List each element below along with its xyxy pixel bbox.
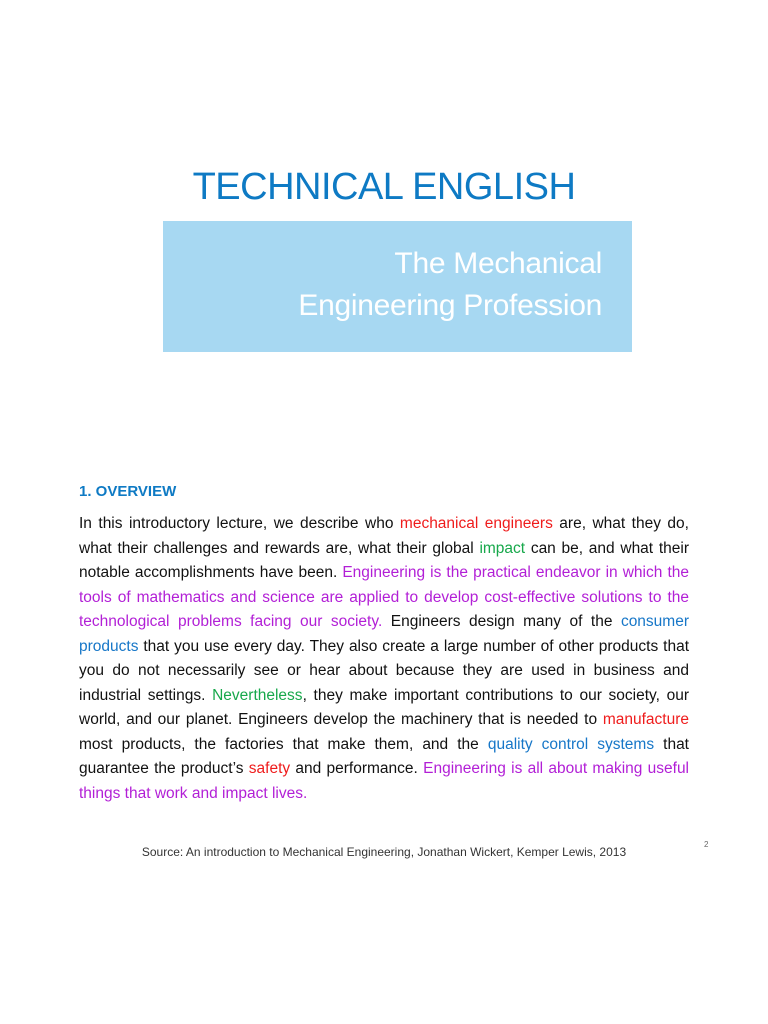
- page-number: 2: [704, 840, 709, 849]
- page-title: TECHNICAL ENGLISH: [192, 166, 576, 208]
- subtitle-line-2: Engineering Profession: [298, 289, 602, 322]
- text-run: can be, and what their notable accomplishments have been.: [79, 539, 689, 581]
- highlight-red: manufacture: [602, 711, 689, 728]
- source-citation: Source: An introduction to Mechanical Engineering, Jonathan Wickert, Kemper Lewis, 2013: [141, 845, 627, 859]
- highlight-blue: quality control systems: [487, 735, 655, 753]
- highlight-red: safety: [248, 760, 291, 777]
- text-run: , they make important contributions to our society, our world, and our planet. Engineers develop the machinery that is needed to: [79, 686, 689, 728]
- highlight-purple: Engineering is the practical endeavor in which the tools of mathematics and science are applied to develop cost-effective solutions to the technological problems facing our society.: [79, 564, 689, 630]
- highlight-green: Nevertheless: [212, 686, 303, 704]
- highlight-purple: Engineering is all about making useful things that work and impact lives.: [79, 760, 690, 802]
- text-run: Engineers design many of the: [382, 613, 621, 630]
- subtitle-box: [163, 221, 632, 352]
- overview-paragraph: [79, 512, 689, 806]
- section-heading: 1. OVERVIEW: [79, 483, 177, 500]
- subtitle-line-1: The Mechanical: [394, 247, 602, 280]
- text-run: In this introductory lecture, we describe who: [79, 515, 400, 532]
- text-run: are, what they do, what their challenges and rewards are, what their global: [79, 515, 689, 557]
- highlight-red: mechanical engineers: [399, 515, 553, 532]
- text-run: most products, the factories that make them, and the: [79, 735, 488, 753]
- highlight-green: impact: [479, 539, 526, 557]
- text-run: that guarantee the product’s: [79, 735, 689, 777]
- text-run: that you use every day. They also create a large number of other products that you do not necessarily see or hear about because they are used in business and industrial settings.: [79, 637, 689, 704]
- text-run: and performance.: [290, 760, 424, 777]
- highlight-blue: consumer products: [79, 613, 689, 655]
